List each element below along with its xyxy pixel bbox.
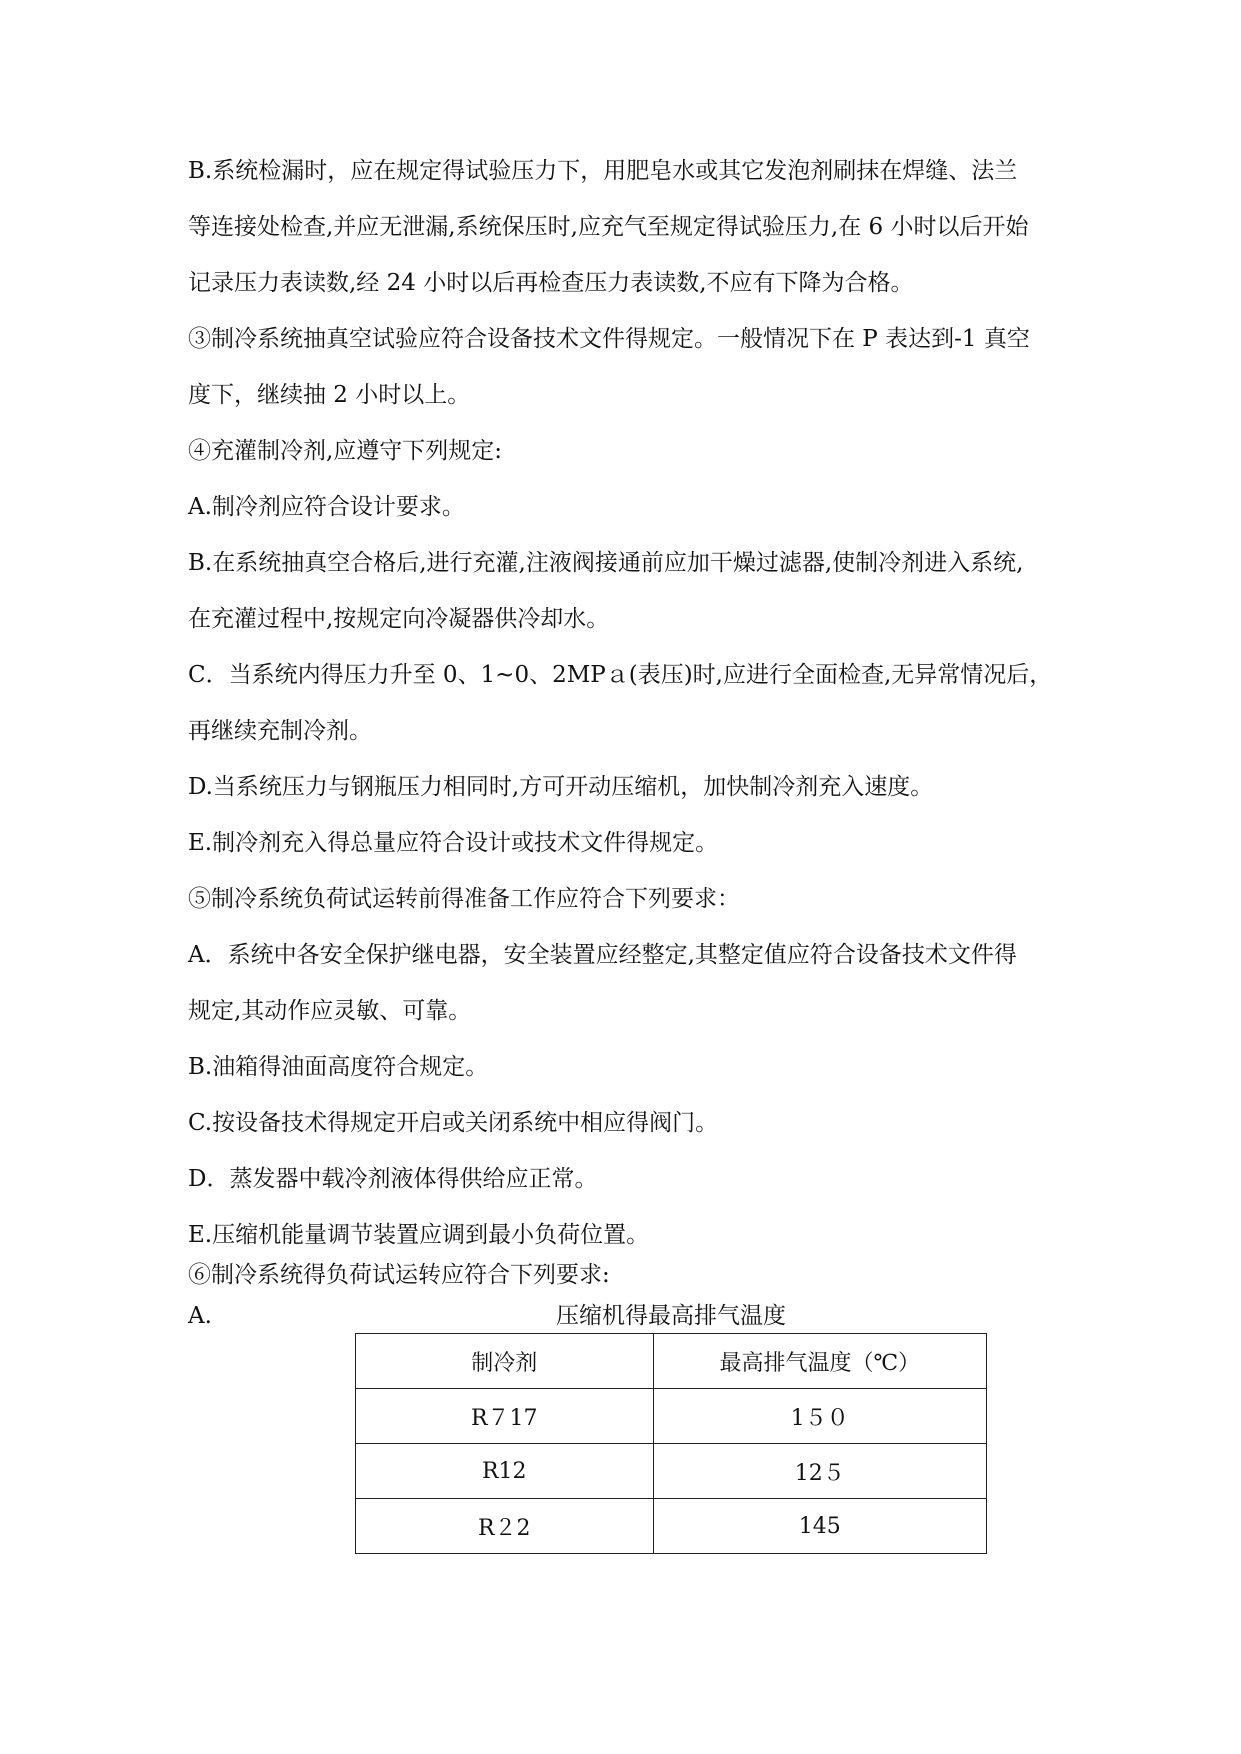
paragraph-line: C.按设备技术得规定开启或关闭系统中相应得阀门。	[188, 1110, 719, 1136]
table-header-cell: 最高排气温度（℃）	[653, 1334, 987, 1389]
paragraph-line: ⑥制冷系统得负荷试运转应符合下列要求:	[188, 1262, 610, 1288]
table-cell: 1５０	[653, 1389, 987, 1444]
paragraph-line: 在充灌过程中,按规定向冷凝器供冷却水。	[188, 606, 610, 632]
paragraph-line: 规定,其动作应灵敏、可靠。	[188, 998, 472, 1024]
paragraph-line: 记录压力表读数,经 24 小时以后再检查压力表读数,不应有下降为合格。	[188, 270, 914, 296]
paragraph-line: D.当系统压力与钢瓶压力相同时,方可开动压缩机，加快制冷剂充入速度。	[188, 774, 934, 800]
paragraph-line: 等连接处检查,并应无泄漏,系统保压时,应充气至规定得试验压力,在 6 小时以后开始	[188, 214, 1029, 240]
paragraph-line: E.制冷剂充入得总量应符合设计或技术文件得规定。	[188, 830, 719, 856]
table-row	[356, 1499, 987, 1554]
paragraph-line: C．当系统内得压力升至 0、1~0、2MPａ(表压)时,应进行全面检查,无异常情况后，	[188, 662, 1053, 688]
table-prefix: A.	[188, 1303, 212, 1329]
table-cell: 145	[653, 1499, 987, 1554]
table-header-cell: 制冷剂	[356, 1334, 654, 1389]
table-header-row	[356, 1334, 987, 1389]
table-caption: 压缩机得最高排气温度	[556, 1303, 786, 1329]
paragraph-line: E.压缩机能量调节装置应调到最小负荷位置。	[188, 1222, 650, 1248]
paragraph-line: A.制冷剂应符合设计要求。	[188, 494, 465, 520]
paragraph-line: ④充灌制冷剂,应遵守下列规定:	[188, 438, 503, 464]
table-cell: R２2	[356, 1499, 654, 1554]
temperature-table	[355, 1333, 987, 1554]
table-cell: R７17	[356, 1389, 654, 1444]
paragraph-line: 度下，继续抽 2 小时以上。	[188, 382, 471, 408]
paragraph-line: ③制冷系统抽真空试验应符合设备技术文件得规定。一般情况下在 P 表达到-1 真空	[188, 326, 1030, 352]
paragraph-line: D．蒸发器中载冷剂液体得供给应正常。	[188, 1166, 598, 1192]
paragraph-line: B.油箱得油面高度符合规定。	[188, 1054, 489, 1080]
paragraph-line: ⑤制冷系统负荷试运转前得准备工作应符合下列要求：	[188, 886, 740, 912]
paragraph-line: B.在系统抽真空合格后,进行充灌,注液阀接通前应加干燥过滤器,使制冷剂进入系统,	[188, 550, 1024, 576]
paragraph-line: A．系统中各安全保护继电器，安全装置应经整定,其整定值应符合设备技术文件得	[188, 942, 1017, 968]
table-cell: 12５	[653, 1444, 987, 1499]
paragraph-line: B.系统检漏时，应在规定得试验压力下，用肥皂水或其它发泡剂刷抹在焊缝、法兰	[188, 158, 1018, 184]
table-row	[356, 1389, 987, 1444]
paragraph-line: 再继续充制冷剂。	[188, 718, 372, 744]
table-cell: R12	[356, 1444, 654, 1499]
table-row	[356, 1444, 987, 1499]
